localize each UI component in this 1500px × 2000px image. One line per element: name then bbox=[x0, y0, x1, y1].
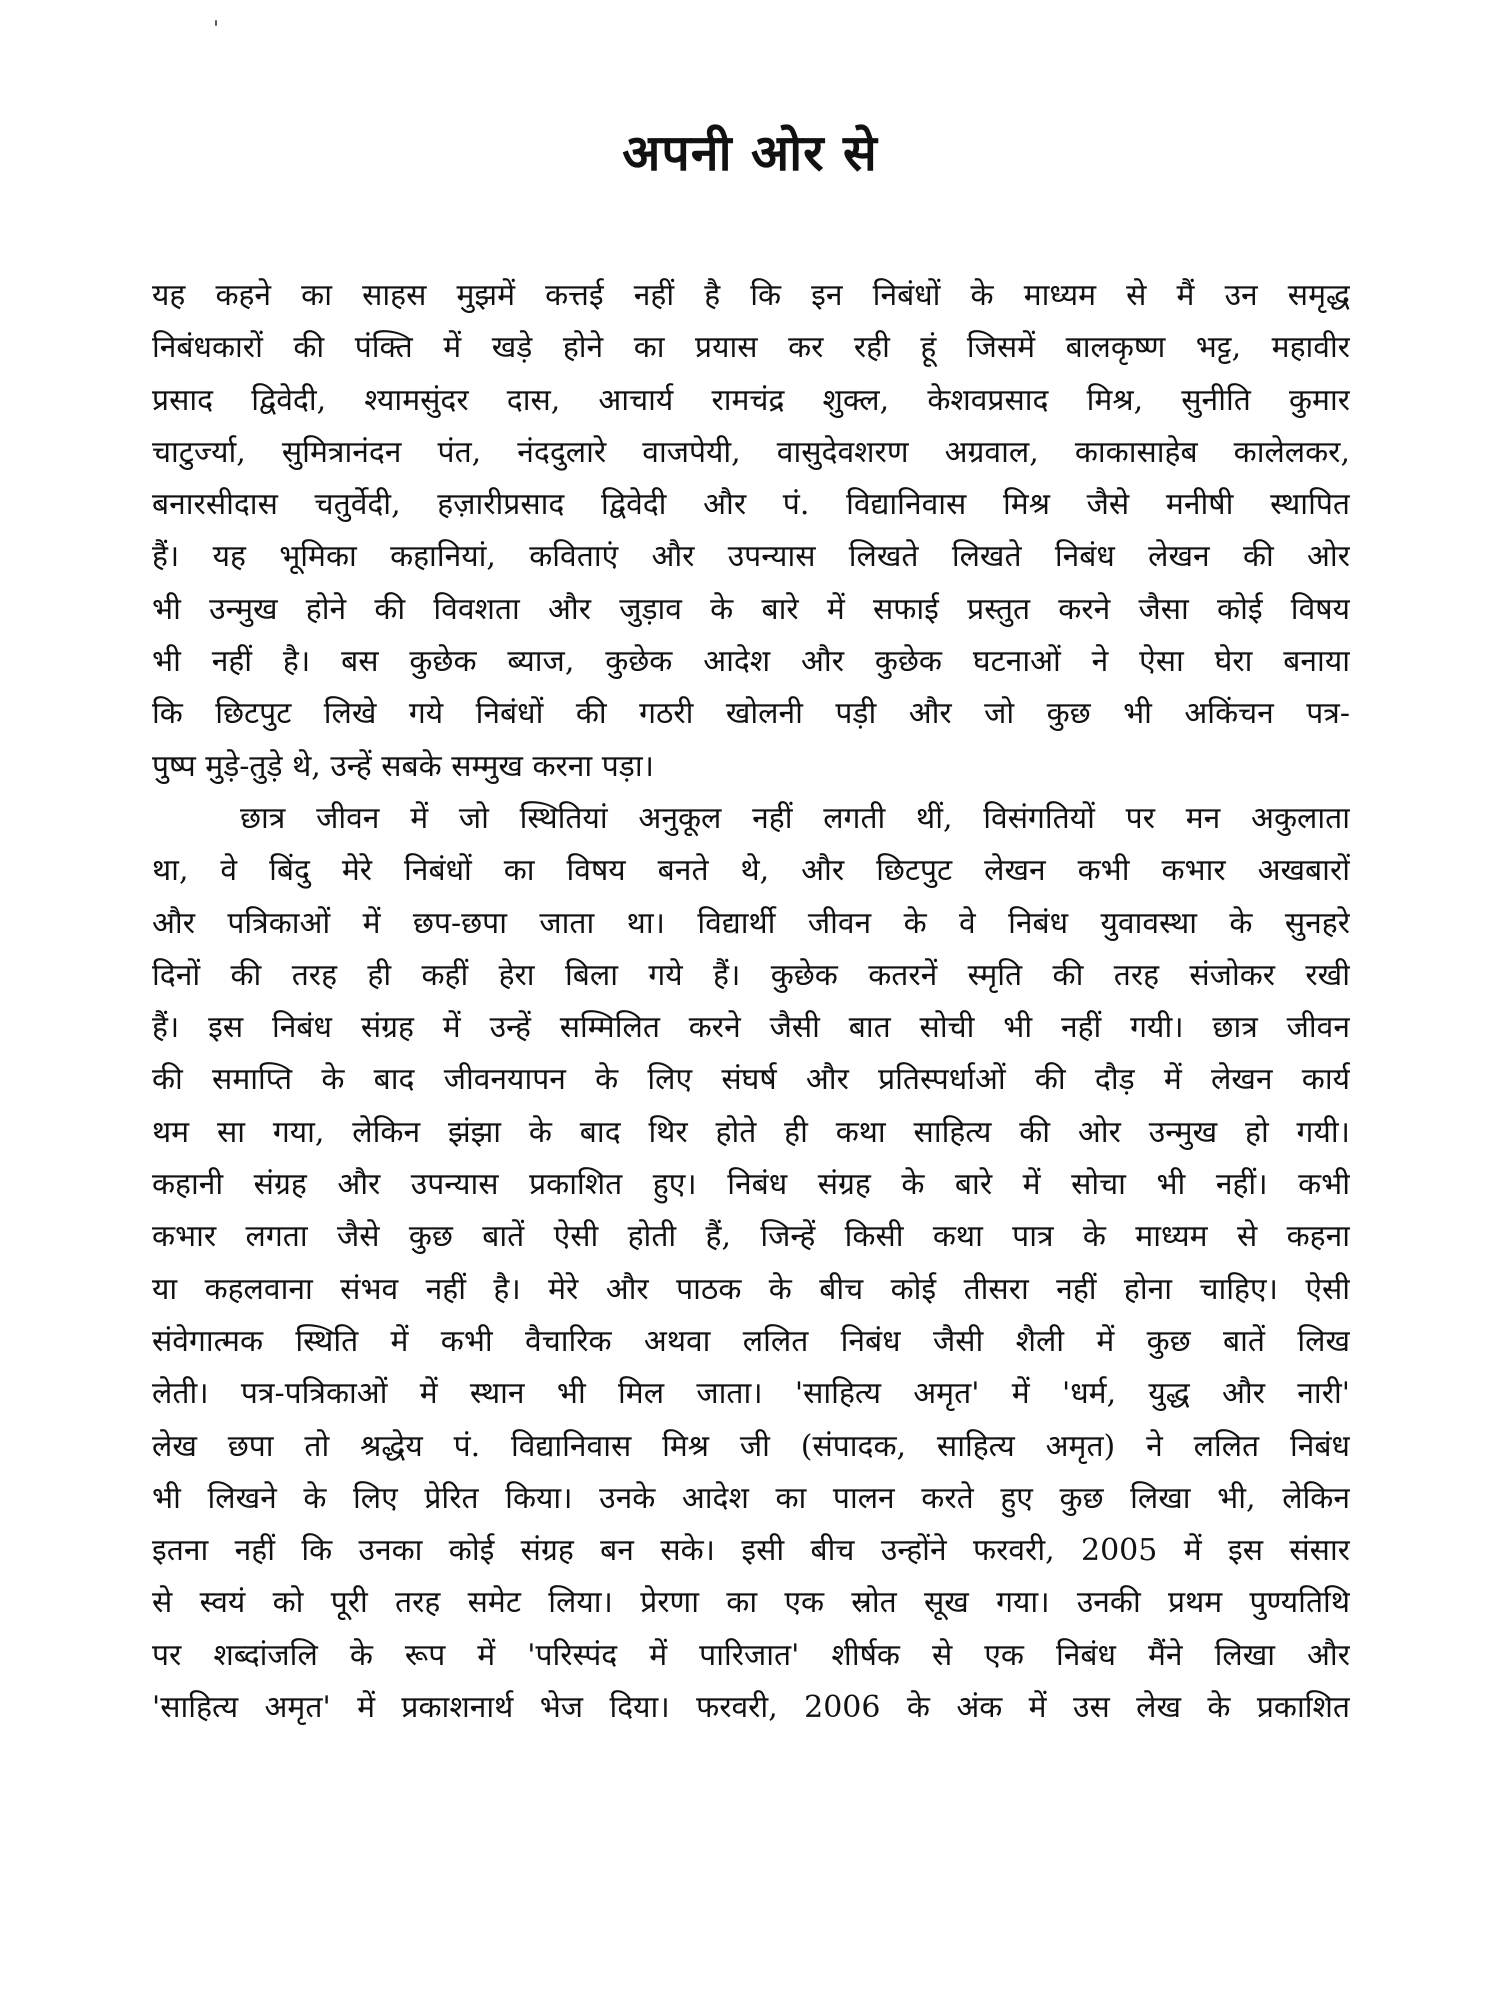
text-line: था, वे बिंदु मेरे निबंधों का विषय बनते थे, और छिटपुट लेखन कभी कभार अखबारों bbox=[152, 853, 1350, 889]
text-line: कि छिटपुट लिखे गये निबंधों की गठरी खोलनी पड़ी और जो कुछ भी अकिंचन पत्र- bbox=[152, 696, 1350, 732]
text-line: कभार लगता जैसे कुछ बातें ऐसी होती हैं, जिन्हें किसी कथा पात्र के माध्यम से कहना bbox=[152, 1219, 1350, 1255]
body-text bbox=[152, 270, 1350, 1734]
text-line: संवेगात्मक स्थिति में कभी वैचारिक अथवा ललित निबंध जैसी शैली में कुछ बातें लिख bbox=[152, 1323, 1350, 1359]
text-line: निबंधकारों की पंक्ति में खड़े होने का प्रयास कर रही हूं जिसमें बालकृष्ण भट्ट, महावीर bbox=[152, 330, 1350, 366]
text-line: छात्र जीवन में जो स्थितियां अनुकूल नहीं लगती थीं, विसंगतियों पर मन अकुलाता bbox=[240, 800, 1350, 836]
page-title: अपनी ओर से bbox=[622, 124, 878, 182]
text-line: 'साहित्य अमृत' में प्रकाशनार्थ भेज दिया। फरवरी, 2006 के अंक में उस लेख के प्रकाशित bbox=[152, 1690, 1350, 1726]
text-line: प्रसाद द्विवेदी, श्यामसुंदर दास, आचार्य रामचंद्र शुक्ल, केशवप्रसाद मिश्र, सुनीति कुमार bbox=[152, 382, 1350, 418]
text-line: यह कहने का साहस मुझमें कत्तई नहीं है कि इन निबंधों के माध्यम से मैं उन समृद्ध bbox=[152, 278, 1350, 313]
text-line: हैं। इस निबंध संग्रह में उन्हें सम्मिलित करने जैसी बात सोची भी नहीं गयी। छात्र जीवन bbox=[152, 1010, 1350, 1046]
text-line: लेख छपा तो श्रद्धेय पं. विद्यानिवास मिश्र जी (संपादक, साहित्य अमृत) ने ललित निबंध bbox=[152, 1428, 1350, 1464]
text-line: थम सा गया, लेकिन झंझा के बाद थिर होते ही कथा साहित्य की ओर उन्मुख हो गयी। bbox=[152, 1114, 1350, 1150]
text-line: या कहलवाना संभव नहीं है। मेरे और पाठक के बीच कोई तीसरा नहीं होना चाहिए। ऐसी bbox=[152, 1271, 1350, 1307]
text-line: दिनों की तरह ही कहीं हेरा बिला गये हैं। कुछेक कतरनें स्मृति की तरह संजोकर रखी bbox=[152, 957, 1350, 993]
text-line: पर शब्दांजलि के रूप में 'परिस्पंद में पारिजात' शीर्षक से एक निबंध मैंने लिखा और bbox=[152, 1637, 1350, 1673]
scan-speck bbox=[215, 20, 217, 26]
text-line: से स्वयं को पूरी तरह समेट लिया। प्रेरणा का एक स्रोत सूख गया। उनकी प्रथम पुण्यतिथि bbox=[152, 1585, 1350, 1621]
text-line: भी उन्मुख होने की विवशता और जुड़ाव के बारे में सफाई प्रस्तुत करने जैसा कोई विषय bbox=[152, 591, 1350, 627]
text-line: भी लिखने के लिए प्रेरित किया। उनके आदेश का पालन करते हुए कुछ लिखा भी, लेकिन bbox=[152, 1480, 1350, 1516]
text-line: चाटुर्ज्या, सुमित्रानंदन पंत, नंददुलारे वाजपेयी, वासुदेवशरण अग्रवाल, काकासाहेब कालेलकर, bbox=[152, 434, 1350, 470]
text-line: इतना नहीं कि उनका कोई संग्रह बन सके। इसी बीच उन्होंने फरवरी, 2005 में इस संसार bbox=[152, 1533, 1350, 1569]
text-line: बनारसीदास चतुर्वेदी, हज़ारीप्रसाद द्विवेदी और पं. विद्यानिवास मिश्र जैसे मनीषी स्थापित bbox=[152, 487, 1350, 523]
text-line: की समाप्ति के बाद जीवनयापन के लिए संघर्ष और प्रतिस्पर्धाओं की दौड़ में लेखन कार्य bbox=[152, 1062, 1350, 1098]
text-line: पुष्प मुड़े-तुड़े थे, उन्हें सबके सम्मुख करना पड़ा। bbox=[152, 748, 654, 784]
text-line: हैं। यह भूमिका कहानियां, कविताएं और उपन्यास लिखते लिखते निबंध लेखन की ओर bbox=[152, 539, 1350, 575]
text-line: और पत्रिकाओं में छप-छपा जाता था। विद्यार्थी जीवन के वे निबंध युवावस्था के सुनहरे bbox=[152, 905, 1350, 941]
text-line: भी नहीं है। बस कुछेक ब्याज, कुछेक आदेश और कुछेक घटनाओं ने ऐसा घेरा बनाया bbox=[152, 644, 1350, 680]
text-line: लेती। पत्र-पत्रिकाओं में स्थान भी मिल जाता। 'साहित्य अमृत' में 'धर्म, युद्ध और नारी' bbox=[152, 1376, 1350, 1412]
text-line: कहानी संग्रह और उपन्यास प्रकाशित हुए। निबंध संग्रह के बारे में सोचा भी नहीं। कभी bbox=[152, 1167, 1350, 1203]
